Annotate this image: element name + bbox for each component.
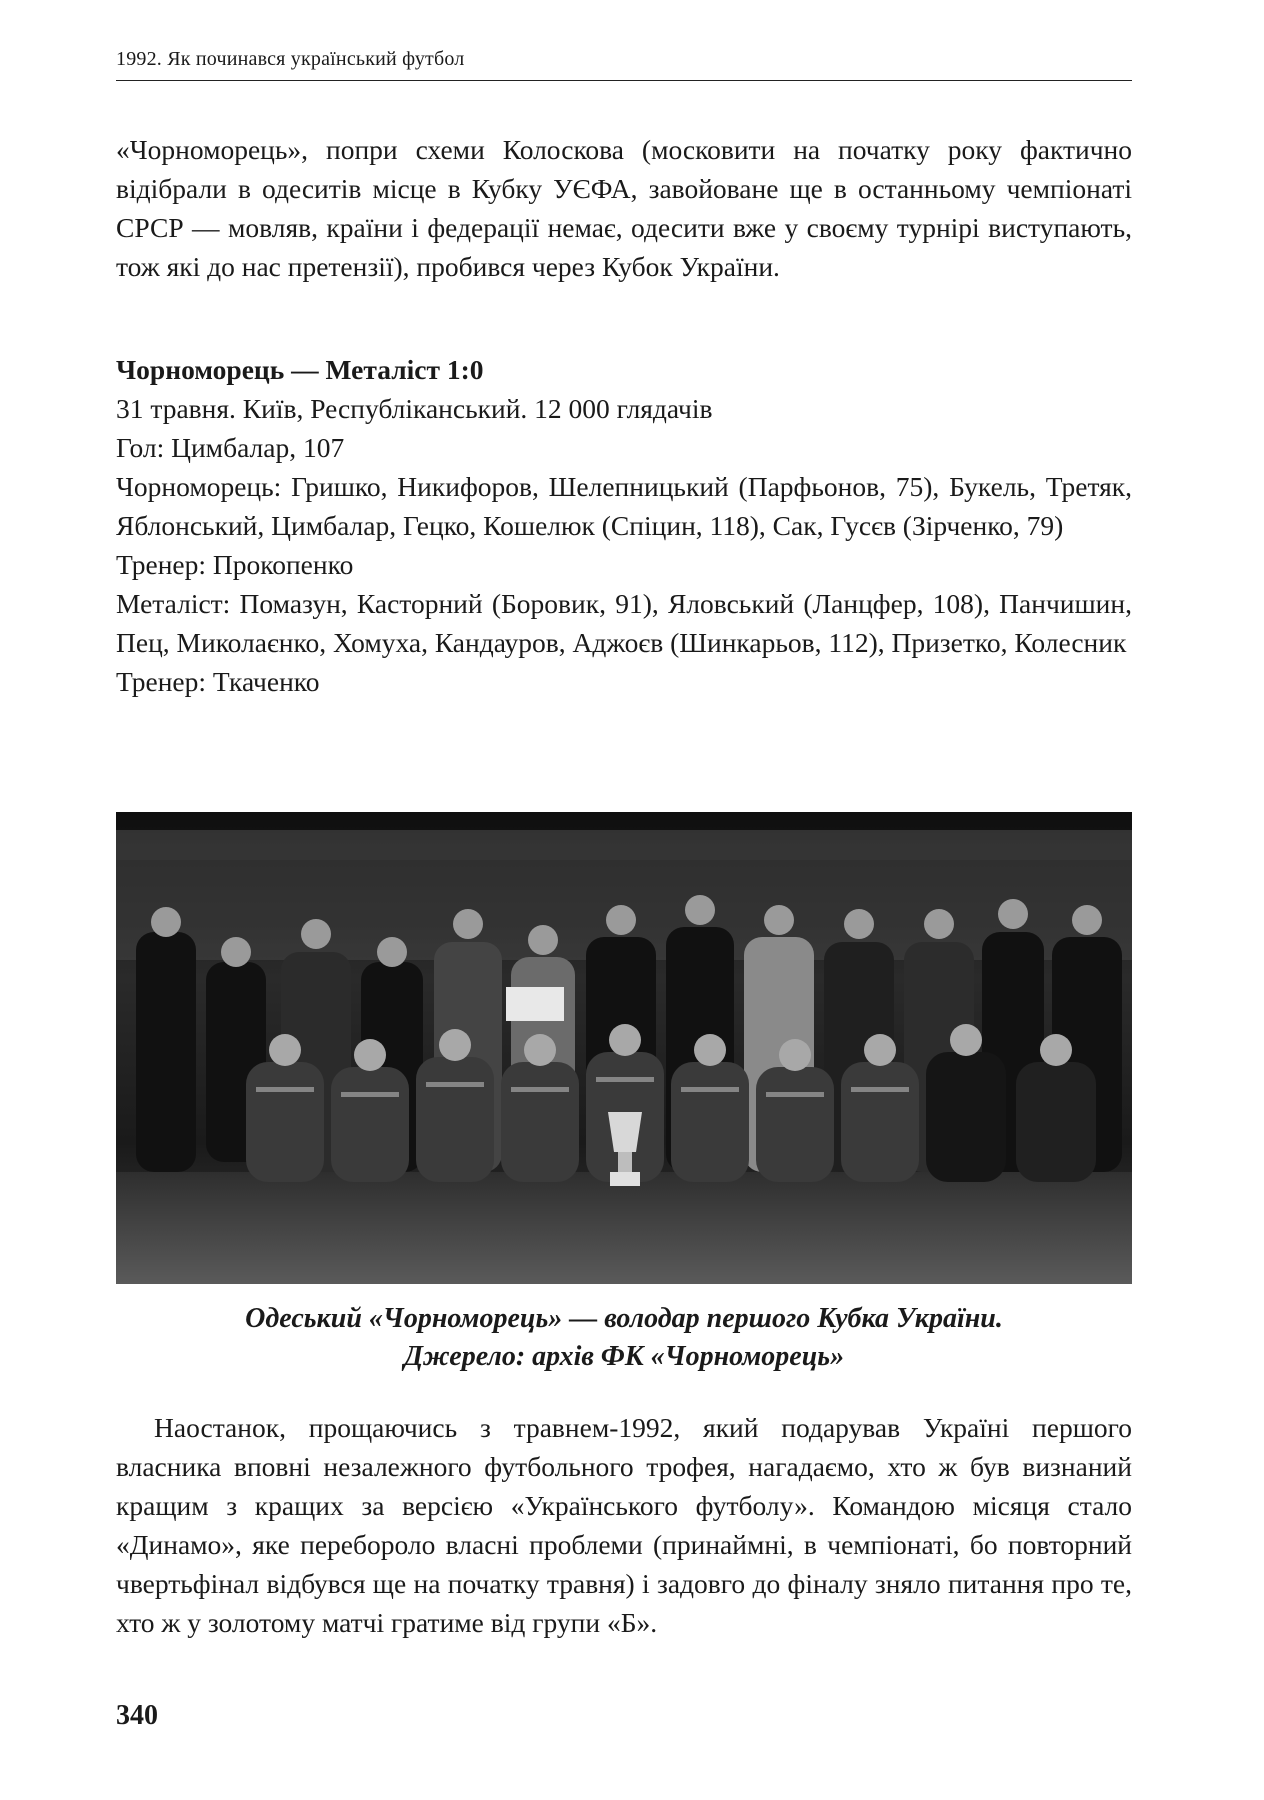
- match-report: [116, 350, 1132, 701]
- closing-paragraph: [116, 1408, 1132, 1642]
- caption-line-1: Одеський «Чорноморець» — володар першого Кубка України.: [245, 1303, 1003, 1334]
- match-date-venue: 31 травня. Київ, Республіканський. 12 000 глядачів: [116, 393, 713, 424]
- intro-paragraph-text: «Чорноморець», попри схеми Колоскова (московити на початку року фактично відібрали в одеситів місце в Кубку УЄФА, завойоване ще в останньому чемпіонаті СРСР — мовляв, країни і федерації немає, одесити вже у своєму турнірі виступають, тож які до нас претензії), пробився через Кубок України.: [116, 134, 1132, 282]
- match-title: Чорноморець — Металіст 1:0: [116, 354, 484, 385]
- closing-paragraph-text: Наостанок, прощаючись з травнем-1992, який подарував Україні першого власника вповні незалежного футбольного трофея, нагадаємо, хто ж був визнаний кращим з кращих за версією «Українського футболу». Командою місяця стало «Динамо», яке переборолo власні проблеми (принаймні, в чемпіонаті, бо повторний чвертьфінал відбувся ще на початку травня) і задовго до фіналу зняло питання про те, хто ж у золотому матчі гратиме від групи «Б».: [116, 1412, 1132, 1638]
- team2-lineup: Металіст: Помазун, Касторний (Боровик, 91), Яловський (Ланцфер, 108), Панчишин, Пец, Миколаєнко, Хомуха, Кандауров, Аджоєв (Шинкарьов, 112), Призетко, Колесник: [116, 588, 1132, 658]
- match-goals: Гол: Цимбалар, 107: [116, 432, 345, 463]
- caption-line-2: Джерело: архів ФК «Чорноморець»: [403, 1341, 845, 1372]
- team-photo-illustration: [116, 812, 1132, 1284]
- team-photo: [116, 812, 1132, 1284]
- team2-coach: Тренер: Ткаченко: [116, 666, 320, 697]
- running-title: 1992. Як починався український футбол: [116, 48, 465, 70]
- running-header: [116, 46, 1132, 81]
- team1-lineup: Чорноморець: Гришко, Никифоров, Шелепницький (Парфьонов, 75), Букель, Третяк, Яблонський, Цимбалар, Гецко, Кошелюк (Спіцин, 118), Сак, Гусєв (Зірченко, 79): [116, 471, 1132, 541]
- page-number: 340: [116, 1700, 158, 1731]
- certificate-icon: [506, 987, 564, 1021]
- photo-caption: [116, 1300, 1132, 1376]
- intro-paragraph: [116, 130, 1132, 286]
- team1-coach: Тренер: Прокопенко: [116, 549, 354, 580]
